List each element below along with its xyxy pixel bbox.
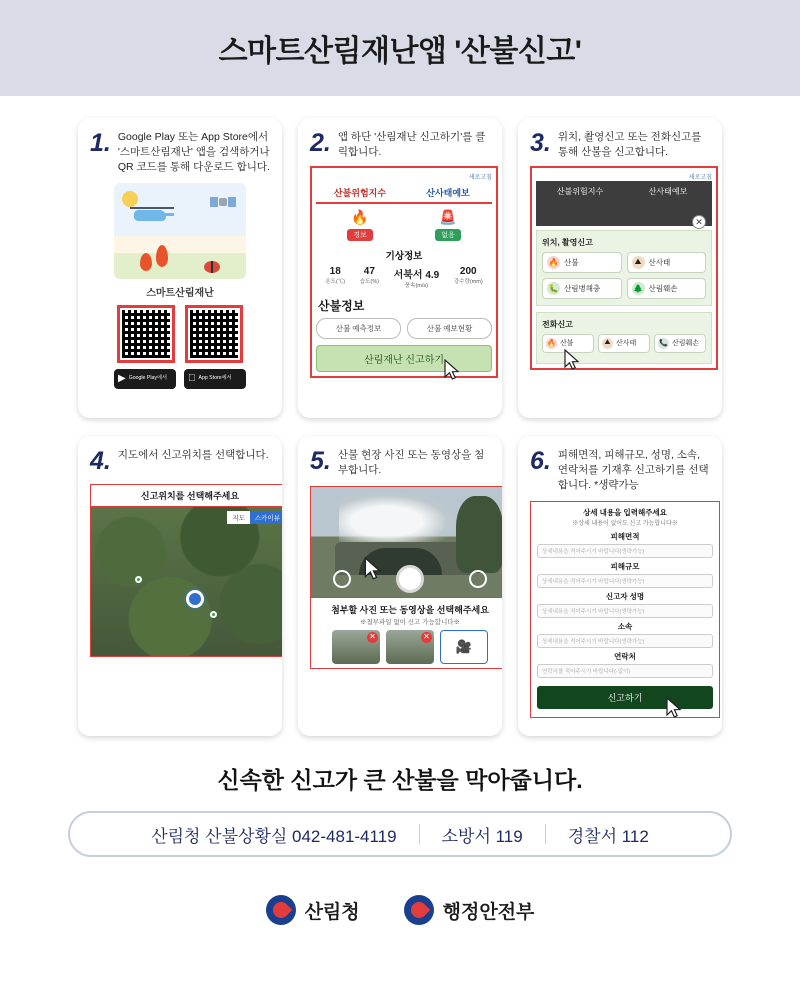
wind-label: 풍속(m/s) [404, 282, 428, 289]
remove-attachment-icon[interactable]: ✕ [367, 632, 378, 643]
landslide-alert-badge: 없음 [435, 229, 461, 241]
refresh-label[interactable]: 새로고침 [688, 174, 712, 181]
siren-icon: 🚨 [439, 208, 457, 225]
weather-cell-temp [325, 266, 345, 289]
step-5-head [310, 448, 490, 478]
shutter-button[interactable] [396, 565, 424, 593]
option-forest-pest[interactable] [542, 278, 622, 299]
flame-icon [140, 253, 152, 271]
ground-shape [114, 253, 246, 279]
map-pin-marker[interactable] [210, 611, 217, 618]
step-2-number: 2. [310, 129, 331, 157]
remove-attachment-icon[interactable]: ✕ [421, 632, 432, 643]
app-store-label: App Store에서 [191, 374, 225, 381]
government-emblem-icon [266, 895, 296, 925]
step-card-1 [78, 118, 282, 418]
humidity-label: 습도(%) [359, 278, 379, 285]
tel-option-forest-damage-label: 산림훼손 [672, 340, 700, 348]
fire-info-buttons [316, 318, 492, 339]
option-forest-damage-label: 산림훼손 [648, 283, 678, 293]
smoke-shape [339, 491, 458, 542]
map-toggle-skyview[interactable]: 스카이뷰 [250, 511, 282, 524]
app-store-badge[interactable] [184, 369, 246, 389]
store-badge-row [90, 369, 270, 389]
attachment-subtitle: ※첨부파일 없이 신고 가능합니다※ [359, 618, 461, 626]
insect-icon [204, 261, 220, 273]
google-play-badge[interactable] [114, 369, 176, 389]
fire-alert-badge: 경보 [347, 229, 373, 241]
step-1-number: 1. [90, 129, 111, 157]
step-1-text: Google Play 또는 App Store에서 '스마트산림재난' 앱을 검색하거나 QR 코드를 통해 다운로드 합니다. [117, 131, 270, 173]
field-label-reporter-name: 신고자 성명 [605, 591, 645, 601]
close-icon[interactable]: ✕ [692, 215, 706, 229]
fire-status-cell [316, 204, 404, 246]
step-5-text: 산불 현장 사진 또는 동영상을 첨부합니다. [337, 449, 485, 476]
submit-report-button[interactable] [537, 686, 713, 709]
cursor-icon [443, 359, 461, 381]
app-name-caption: 스마트산림재난 [146, 287, 214, 299]
field-label-damage-scale: 피해규모 [610, 561, 640, 571]
tel-option-landslide-label: 산사태 [616, 340, 637, 348]
temp-label: 온도(℃) [325, 278, 346, 285]
map-pin-marker[interactable] [135, 576, 142, 583]
map-view-toggle[interactable] [227, 511, 282, 524]
apple-icon [188, 373, 196, 384]
field-label-affiliation: 소속 [617, 621, 633, 631]
cursor-icon [363, 557, 383, 581]
tree-icon: 🌲 [633, 283, 643, 293]
qr-code-row [90, 305, 270, 363]
step-4-head [90, 448, 270, 474]
attachment-thumbnail[interactable] [386, 630, 434, 664]
contact-forest-service[interactable]: 산림청 산불상황실 042-481-4119 [151, 826, 397, 846]
form-subtitle: ※상세 내용이 없어도 신고 가능합니다※ [572, 520, 678, 527]
camera-preview[interactable] [310, 486, 502, 598]
cursor-icon [665, 697, 683, 719]
org-mois [404, 895, 535, 925]
play-triangle-icon: ▶ [118, 373, 126, 385]
step-6-head [530, 448, 710, 493]
weather-cell-humidity [360, 266, 379, 289]
step-card-6 [518, 436, 722, 736]
tab-landslide-forecast[interactable]: 산사태예보 [426, 187, 470, 198]
camera-controls [311, 565, 502, 593]
phone-screen-step2 [310, 166, 498, 378]
risk-tabs [316, 181, 492, 202]
bug-icon: 🐛 [548, 283, 559, 293]
input-reporter-name[interactable]: 상세내용을 적어주시기 바랍니다(생략가능) [537, 604, 713, 618]
map-toggle-map[interactable]: 지도 [227, 511, 250, 524]
phone-report-panel [536, 312, 712, 364]
phone-icon: 📞 [658, 338, 669, 349]
report-type-grid [542, 252, 706, 299]
step-6-number: 6. [530, 447, 551, 475]
tel-option-forest-damage[interactable] [654, 334, 706, 353]
tab-landslide-forecast[interactable]: 산사태예보 [648, 186, 688, 196]
step-card-2 [298, 118, 502, 418]
step-5-number: 5. [310, 447, 331, 475]
fire-forecast-button[interactable]: 산불 예측정보 [316, 318, 401, 339]
step-2-text: 앱 하단 '산림재난 신고하기'를 클릭합니다. [337, 131, 486, 158]
phone-screen-step5 [310, 486, 502, 669]
field-label-damage-area: 피해면적 [610, 531, 640, 541]
map-instruction-title: 신고위치를 선택해주세요 [90, 484, 282, 507]
page-header [0, 0, 800, 96]
form-title: 상세 내용을 입력해주세요 [583, 507, 667, 517]
option-forest-fire-label: 산불 [564, 257, 579, 267]
tree-shape [456, 496, 502, 573]
satellite-icon [210, 195, 236, 209]
qr-code-app-store[interactable] [185, 305, 243, 363]
attachment-thumbnails [311, 630, 502, 668]
phone-screen-step3 [530, 166, 718, 370]
weather-cell-wind [394, 266, 440, 289]
submit-report-label: 신고하기 [607, 692, 643, 703]
flame-icon: 🔥 [546, 338, 557, 349]
option-landslide-label: 산사태 [648, 257, 671, 267]
contact-bar [68, 811, 732, 857]
step-3-number: 3. [530, 129, 551, 157]
dimmed-overlay [536, 202, 712, 226]
org-forest-service-label: 산림청 [304, 901, 360, 923]
cursor-icon [563, 349, 581, 371]
tel-option-landslide[interactable] [598, 334, 650, 353]
phone-report-label: 전화신고 [542, 319, 573, 329]
report-disaster-button[interactable] [316, 345, 492, 372]
step-card-5 [298, 436, 502, 736]
step-2-head [310, 130, 490, 160]
field-label-contact: 연락처 [614, 651, 636, 661]
fire-forecast-status-button[interactable]: 산불 예보현황 [407, 318, 492, 339]
flame-icon: 🔥 [548, 257, 559, 267]
forest-disaster-illustration [114, 183, 246, 279]
rain-value: 200 [459, 265, 477, 277]
step-card-3 [518, 118, 722, 418]
contact-fire-department[interactable]: 소방서 119 [441, 826, 523, 846]
government-emblem-icon [404, 895, 434, 925]
input-damage-area[interactable]: 상세내용을 적어주시기 바랍니다(생략가능) [537, 544, 713, 558]
report-options-panel [536, 216, 712, 306]
flame-icon: 🔥 [351, 208, 369, 225]
organization-logos [0, 895, 800, 925]
status-badges [316, 204, 492, 246]
tel-option-forest-fire-label: 산불 [560, 340, 574, 348]
attachment-thumbnail[interactable] [332, 630, 380, 664]
video-camera-icon: 🎥 [455, 638, 473, 654]
fire-info-section-title: 산불정보 [318, 298, 365, 313]
phone-screen-step4 [90, 484, 282, 657]
phone-screen-step6 [530, 501, 720, 718]
weather-cell-rain [454, 266, 483, 289]
attachment-title: 첨부할 사진 또는 동영상을 선택해주세요 [331, 604, 489, 615]
humidity-value: 47 [363, 265, 375, 277]
report-disaster-label: 산림재난 신고하기 [363, 354, 445, 366]
dimmed-tabs [536, 181, 712, 202]
refresh-label[interactable]: 새로고침 [468, 174, 492, 181]
page-title: 스마트산림재난앱 '산불신고' [218, 35, 582, 68]
input-damage-scale[interactable]: 상세내용을 적어주시기 바랍니다(생략가능) [537, 574, 713, 588]
step-4-text: 지도에서 신고위치를 선택합니다. [117, 449, 269, 461]
rain-label: 강수량(mm) [453, 278, 483, 285]
add-video-button[interactable] [440, 630, 488, 664]
option-forest-pest-label: 산림병해충 [564, 283, 601, 293]
contact-police[interactable]: 경찰서 112 [567, 826, 649, 846]
helicopter-icon [130, 205, 174, 221]
input-contact[interactable]: 연락처를 적어주시기 바랍니다(-없이) [537, 664, 713, 678]
temp-value: 18 [329, 265, 341, 277]
location-report-label: 위치, 촬영신고 [542, 237, 593, 247]
org-mois-label: 행정안전부 [442, 901, 535, 923]
landslide-status-cell [404, 204, 492, 246]
map-view[interactable] [90, 507, 282, 657]
gallery-icon[interactable] [333, 570, 351, 588]
wind-value: 서북서 4.9 [393, 269, 440, 281]
step-card-4 [78, 436, 282, 736]
input-affiliation[interactable]: 상세내용을 적어주시기 바랍니다(생략가능) [537, 634, 713, 648]
weather-info-title: 기상정보 [385, 250, 423, 262]
map-pin-selected[interactable] [186, 590, 204, 608]
mountain-icon: ⛰ [602, 338, 613, 349]
mountain-icon: ⛰ [632, 256, 645, 269]
tab-fire-risk-index[interactable]: 산불위험지수 [333, 187, 387, 198]
step-4-number: 4. [90, 447, 111, 475]
google-play-label: Google Play에서 [128, 374, 167, 381]
option-forest-fire[interactable] [542, 252, 622, 273]
weather-info-grid [316, 262, 492, 295]
step-6-text: 피해면적, 피해규모, 성명, 소속, 연락처를 기재후 신고하기를 선택합니다. *생략가능 [557, 449, 709, 491]
footer-tagline: 신속한 신고가 큰 산불을 막아줍니다. [217, 767, 583, 793]
qr-code-google-play[interactable] [117, 305, 175, 363]
option-landslide[interactable] [627, 252, 707, 273]
report-details-form [530, 501, 720, 718]
switch-camera-icon[interactable] [469, 570, 487, 588]
attachment-panel [310, 598, 502, 669]
step-3-text: 위치, 촬영신고 또는 전화신고를 통해 산불을 신고합니다. [557, 131, 702, 158]
tab-fire-risk-index[interactable]: 산불위험지수 [556, 186, 604, 196]
step-1-head [90, 130, 270, 175]
step-3-head [530, 130, 710, 160]
option-forest-damage[interactable] [627, 278, 707, 299]
steps-grid [0, 96, 800, 736]
org-forest-service [266, 895, 360, 925]
flame-icon [156, 245, 168, 267]
